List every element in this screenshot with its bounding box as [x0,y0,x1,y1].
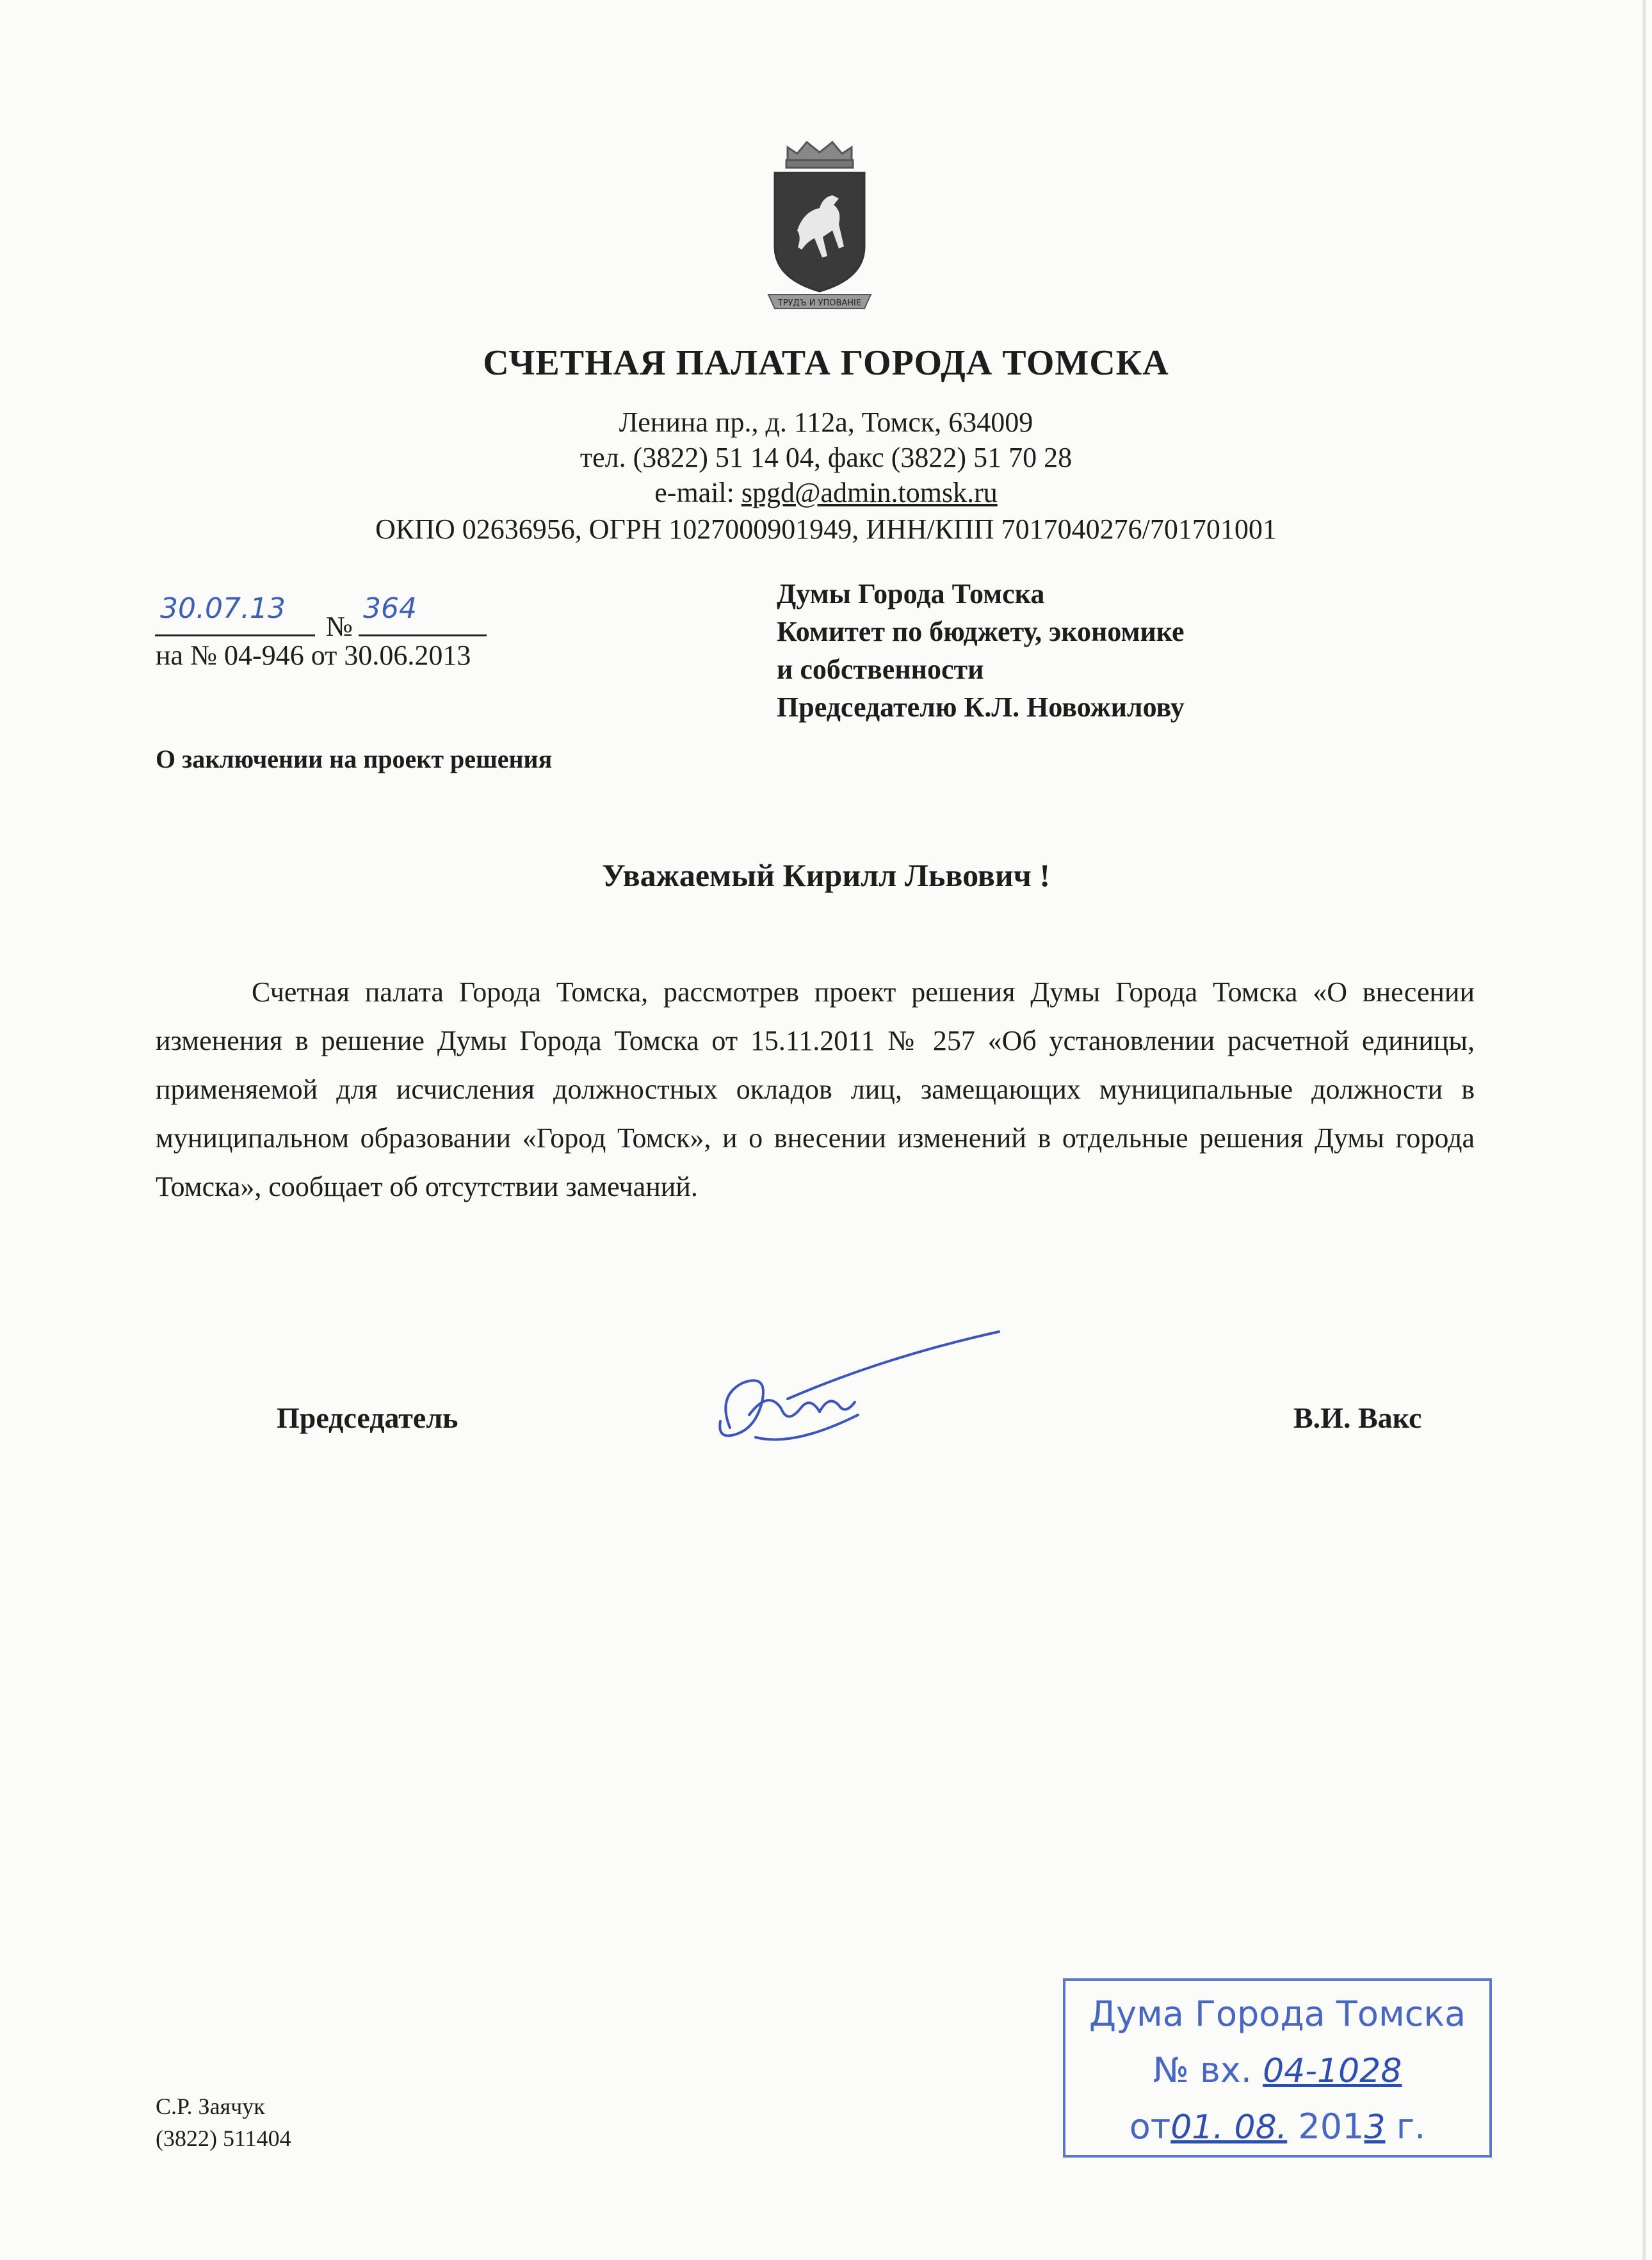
email-link[interactable]: spgd@admin.tomsk.ru [741,477,998,508]
outgoing-number: 364 [363,592,417,625]
recipient-line: Председателю К.Л. Новожилову [777,691,1185,723]
executor-name: С.Р. Заячук [156,2094,265,2119]
stamp-number: 04-1028 [1263,2052,1402,2090]
recipient-line: Комитет по бюджету, экономике [777,616,1185,647]
outgoing-date: 30.07.13 [160,592,286,625]
svg-text:ТРУДЪ И УПОВАНIЕ: ТРУДЪ И УПОВАНIЕ [777,298,862,308]
letter-body: Счетная палата Города Томска, рассмотрев проект решения Думы Города Томска «О внесении изменения в решение Думы Города Томска от 15.11.2011 № 257 «Об установлении расчетной единицы, применяемой для исчисления должностных окладов лиц, замещающих муниципальные должности в муниципальном образовании «Город Томск», и о внесении изменений в отдельные решения Думы города Томска», сообщает об отсутствии замечаний. [156,976,1475,1202]
address: Ленина пр., д. 112а, Томск, 634009 [619,407,1033,438]
stamp-title: Дума Города Томска [1089,1994,1466,2034]
email-line [0,476,1652,510]
stamp-date-prefix: от [1129,2106,1171,2147]
recipient-block [777,575,1185,726]
executor-block [156,2090,291,2154]
outgoing-registration [155,592,488,643]
phone-fax: тел. (3822) 51 14 04, факс (3822) 51 70 28 [579,442,1073,473]
executor-phone: (3822) 511404 [156,2126,291,2151]
stamp-year-digit: 3 [1364,2108,1386,2147]
incoming-stamp [1063,1978,1492,2158]
date-underline [155,634,315,636]
recipient-line: и собственности [777,654,984,685]
stamp-date-line [1065,2106,1489,2147]
email-label: e-mail: [654,477,741,508]
registry-ids: ОКПО 02636956, ОГРН 1027000901949, ИНН/КПП 7017040276/701701001 [375,513,1277,545]
organization-title: СЧЕТНАЯ ПАЛАТА ГОРОДА ТОМСКА [483,343,1169,383]
stamp-year-suffix: г. [1385,2106,1426,2147]
page-edge [1642,0,1646,2260]
number-underline [359,634,487,636]
handwritten-signature [692,1319,1012,1485]
reply-reference: на № 04-946 от 30.06.2013 [156,640,471,671]
stamp-date: 01. 08. [1170,2108,1288,2147]
signatory-name: В.И. Вакс [1293,1401,1422,1434]
signatory-title: Председатель [277,1401,458,1434]
number-sign: № [326,611,353,642]
greeting: Уважаемый Кирилл Львович ! [602,857,1050,893]
coat-of-arms-emblem [743,134,896,320]
stamp-year-prefix: 201 [1287,2106,1365,2147]
recipient-line: Думы Города Томска [777,578,1045,609]
stamp-number-prefix: № вх. [1153,2050,1263,2090]
stamp-number-line [1065,2050,1489,2090]
subject-line: О заключении на проект решения [156,745,553,773]
